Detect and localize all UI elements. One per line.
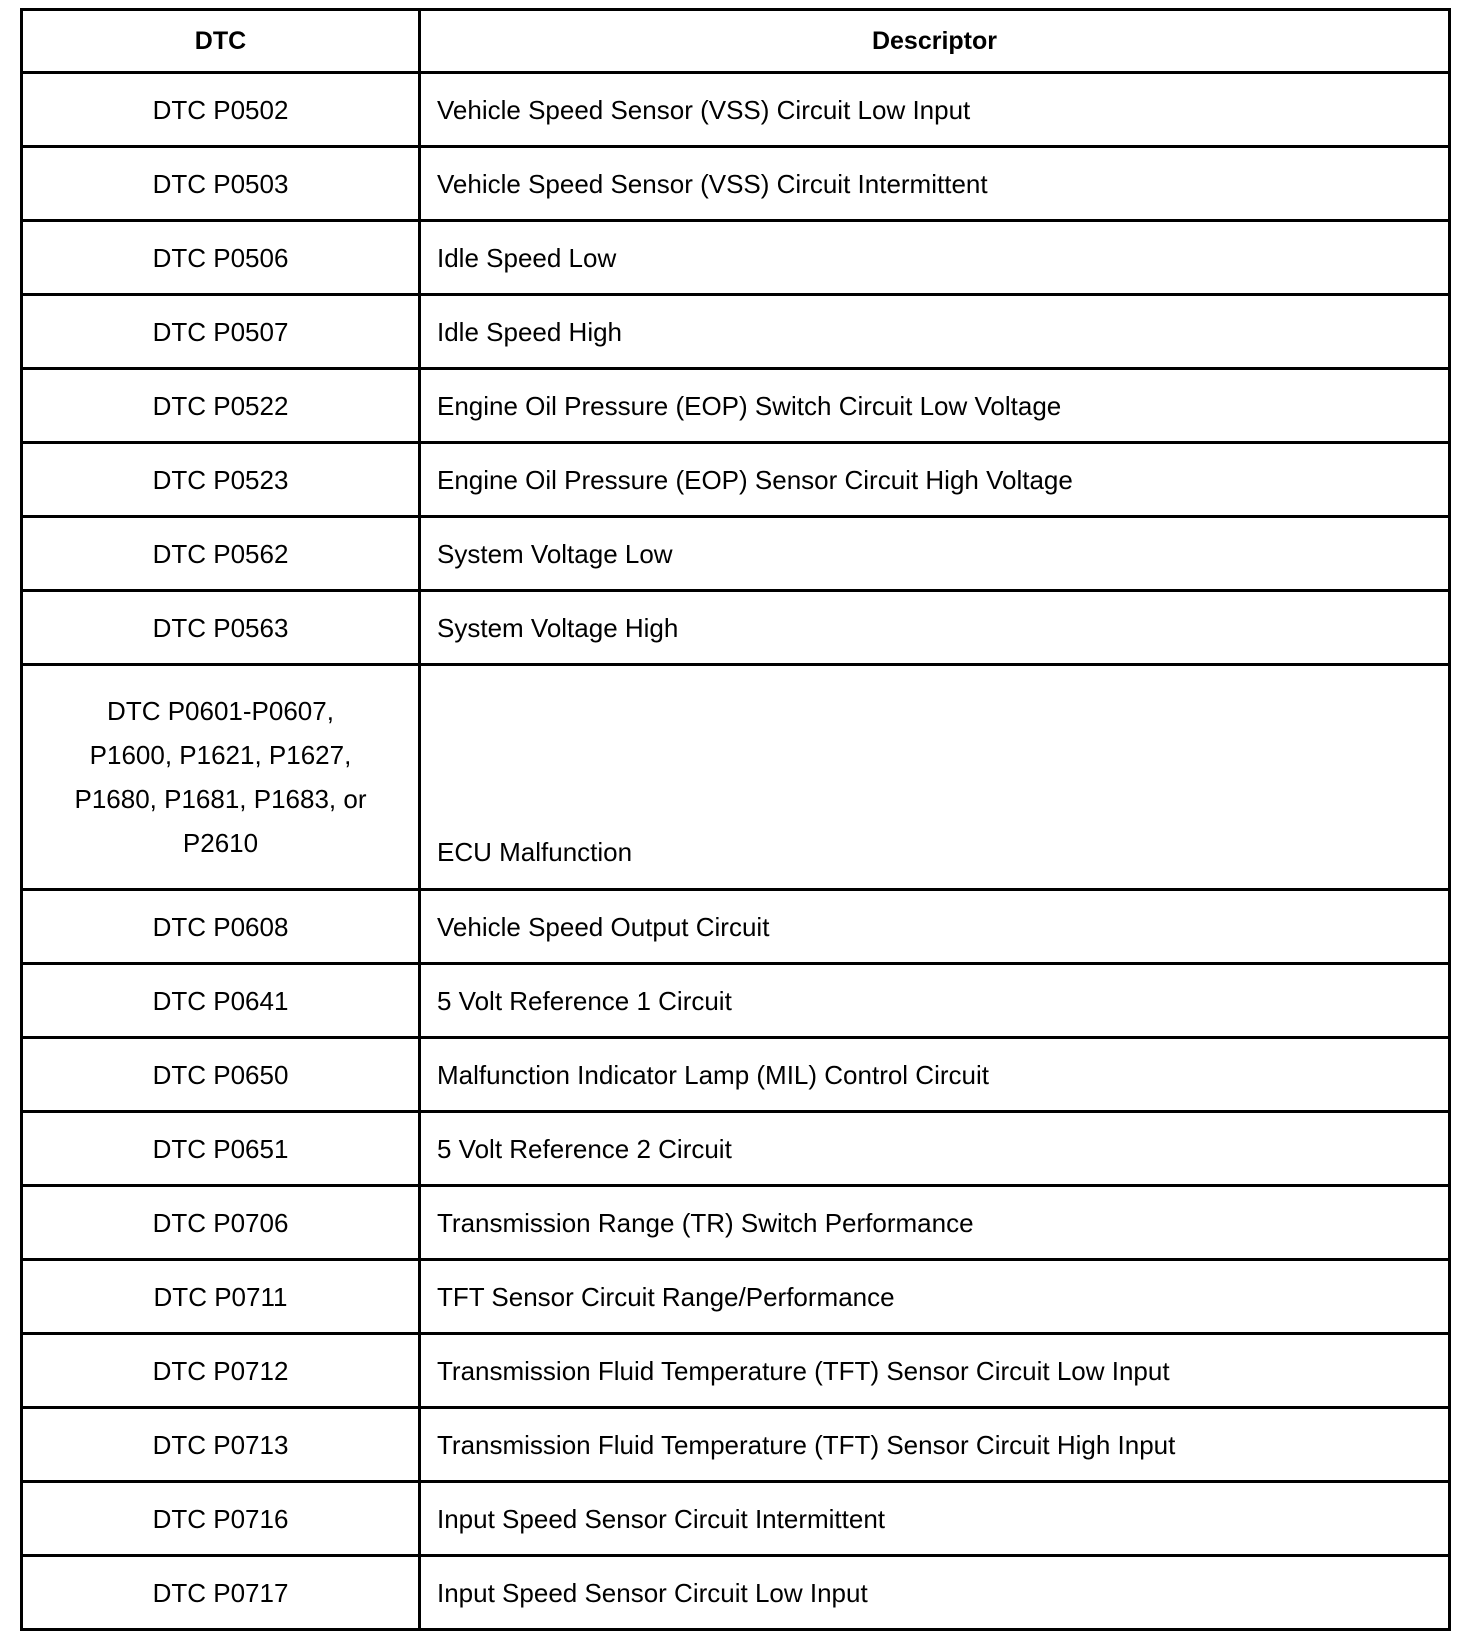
dtc-code-cell [22, 1482, 420, 1556]
table-row [22, 369, 1450, 443]
table-row [22, 1186, 1450, 1260]
table-row [22, 665, 1450, 890]
descriptor-cell: Transmission Fluid Temperature (TFT) Sensor Circuit High Input [420, 1408, 1450, 1482]
table-row [22, 1482, 1450, 1556]
dtc-code-cell [22, 147, 420, 221]
dtc-code-cell [22, 443, 420, 517]
table-row [22, 1334, 1450, 1408]
descriptor-cell: 5 Volt Reference 2 Circuit [420, 1112, 1450, 1186]
table-row [22, 295, 1450, 369]
table-row [22, 517, 1450, 591]
dtc-code: P2610 [182, 828, 259, 858]
dtc-table [20, 8, 1451, 1631]
table-row [22, 1260, 1450, 1334]
dtc-code-cell [22, 73, 420, 147]
dtc-code-cell [22, 1260, 420, 1334]
dtc-code-cell [22, 964, 420, 1038]
column-header-dtc: DTC [22, 10, 420, 73]
table-row [22, 964, 1450, 1038]
dtc-code-cell [22, 295, 420, 369]
dtc-code: DTC P0601-P0607, [107, 696, 334, 726]
dtc-code: DTC P0563 [152, 612, 289, 643]
descriptor-cell: Input Speed Sensor Circuit Intermittent [420, 1482, 1450, 1556]
table-header [22, 10, 1450, 73]
column-header-descriptor: Descriptor [420, 10, 1450, 73]
descriptor-cell: Vehicle Speed Output Circuit [420, 890, 1450, 964]
table-row [22, 1112, 1450, 1186]
descriptor-cell: Transmission Range (TR) Switch Performance [420, 1186, 1450, 1260]
descriptor-cell: Malfunction Indicator Lamp (MIL) Control Circuit [420, 1038, 1450, 1112]
dtc-code-cell [22, 1112, 420, 1186]
table-row [22, 1038, 1450, 1112]
descriptor-cell: Idle Speed High [420, 295, 1450, 369]
dtc-code-cell [22, 1556, 420, 1630]
descriptor-cell: Idle Speed Low [420, 221, 1450, 295]
table-body [22, 73, 1450, 1630]
table-row [22, 147, 1450, 221]
dtc-code: DTC P0503 [152, 168, 289, 199]
dtc-code: DTC P0651 [152, 1133, 289, 1164]
table-row [22, 591, 1450, 665]
descriptor-cell: Input Speed Sensor Circuit Low Input [420, 1556, 1450, 1630]
dtc-code-cell [22, 1408, 420, 1482]
dtc-code: DTC P0716 [152, 1503, 289, 1534]
dtc-code: DTC P0706 [152, 1207, 289, 1238]
dtc-code: DTC P0712 [152, 1355, 289, 1386]
dtc-code: DTC P0506 [152, 242, 289, 273]
header-row [22, 10, 1450, 73]
dtc-code: DTC P0502 [152, 94, 289, 125]
dtc-code: DTC P0523 [152, 464, 289, 495]
dtc-code: DTC P0717 [152, 1577, 289, 1608]
descriptor-cell: Engine Oil Pressure (EOP) Sensor Circuit High Voltage [420, 443, 1450, 517]
table-row [22, 73, 1450, 147]
dtc-code-cell [22, 1186, 420, 1260]
dtc-code-cell [22, 591, 420, 665]
dtc-code: DTC P0507 [152, 316, 289, 347]
table-row [22, 1408, 1450, 1482]
descriptor-cell: TFT Sensor Circuit Range/Performance [420, 1260, 1450, 1334]
descriptor-cell: 5 Volt Reference 1 Circuit [420, 964, 1450, 1038]
dtc-code-cell [22, 665, 420, 890]
descriptor-cell: Vehicle Speed Sensor (VSS) Circuit Intermittent [420, 147, 1450, 221]
dtc-code: P1680, P1681, P1683, or [74, 784, 367, 814]
table-row [22, 1556, 1450, 1630]
descriptor-cell: System Voltage Low [420, 517, 1450, 591]
dtc-code: DTC P0711 [153, 1281, 288, 1312]
descriptor-cell: ECU Malfunction [420, 665, 1450, 890]
table-row [22, 443, 1450, 517]
dtc-code: DTC P0641 [152, 985, 289, 1016]
dtc-code-cell [22, 221, 420, 295]
dtc-code-cell [22, 369, 420, 443]
dtc-code-cell [22, 1038, 420, 1112]
dtc-code: DTC P0522 [152, 390, 289, 421]
dtc-code: DTC P0562 [152, 538, 289, 569]
dtc-code-cell [22, 517, 420, 591]
table-row [22, 890, 1450, 964]
table-row [22, 221, 1450, 295]
dtc-code-cell [22, 890, 420, 964]
dtc-code: DTC P0608 [152, 911, 289, 942]
dtc-code-cell [22, 1334, 420, 1408]
descriptor-cell: System Voltage High [420, 591, 1450, 665]
descriptor-cell: Vehicle Speed Sensor (VSS) Circuit Low Input [420, 73, 1450, 147]
dtc-code: P1600, P1621, P1627, [89, 740, 352, 770]
descriptor-cell: Engine Oil Pressure (EOP) Switch Circuit Low Voltage [420, 369, 1450, 443]
dtc-code: DTC P0713 [152, 1429, 289, 1460]
dtc-code: DTC P0650 [152, 1059, 289, 1090]
descriptor-cell: Transmission Fluid Temperature (TFT) Sensor Circuit Low Input [420, 1334, 1450, 1408]
